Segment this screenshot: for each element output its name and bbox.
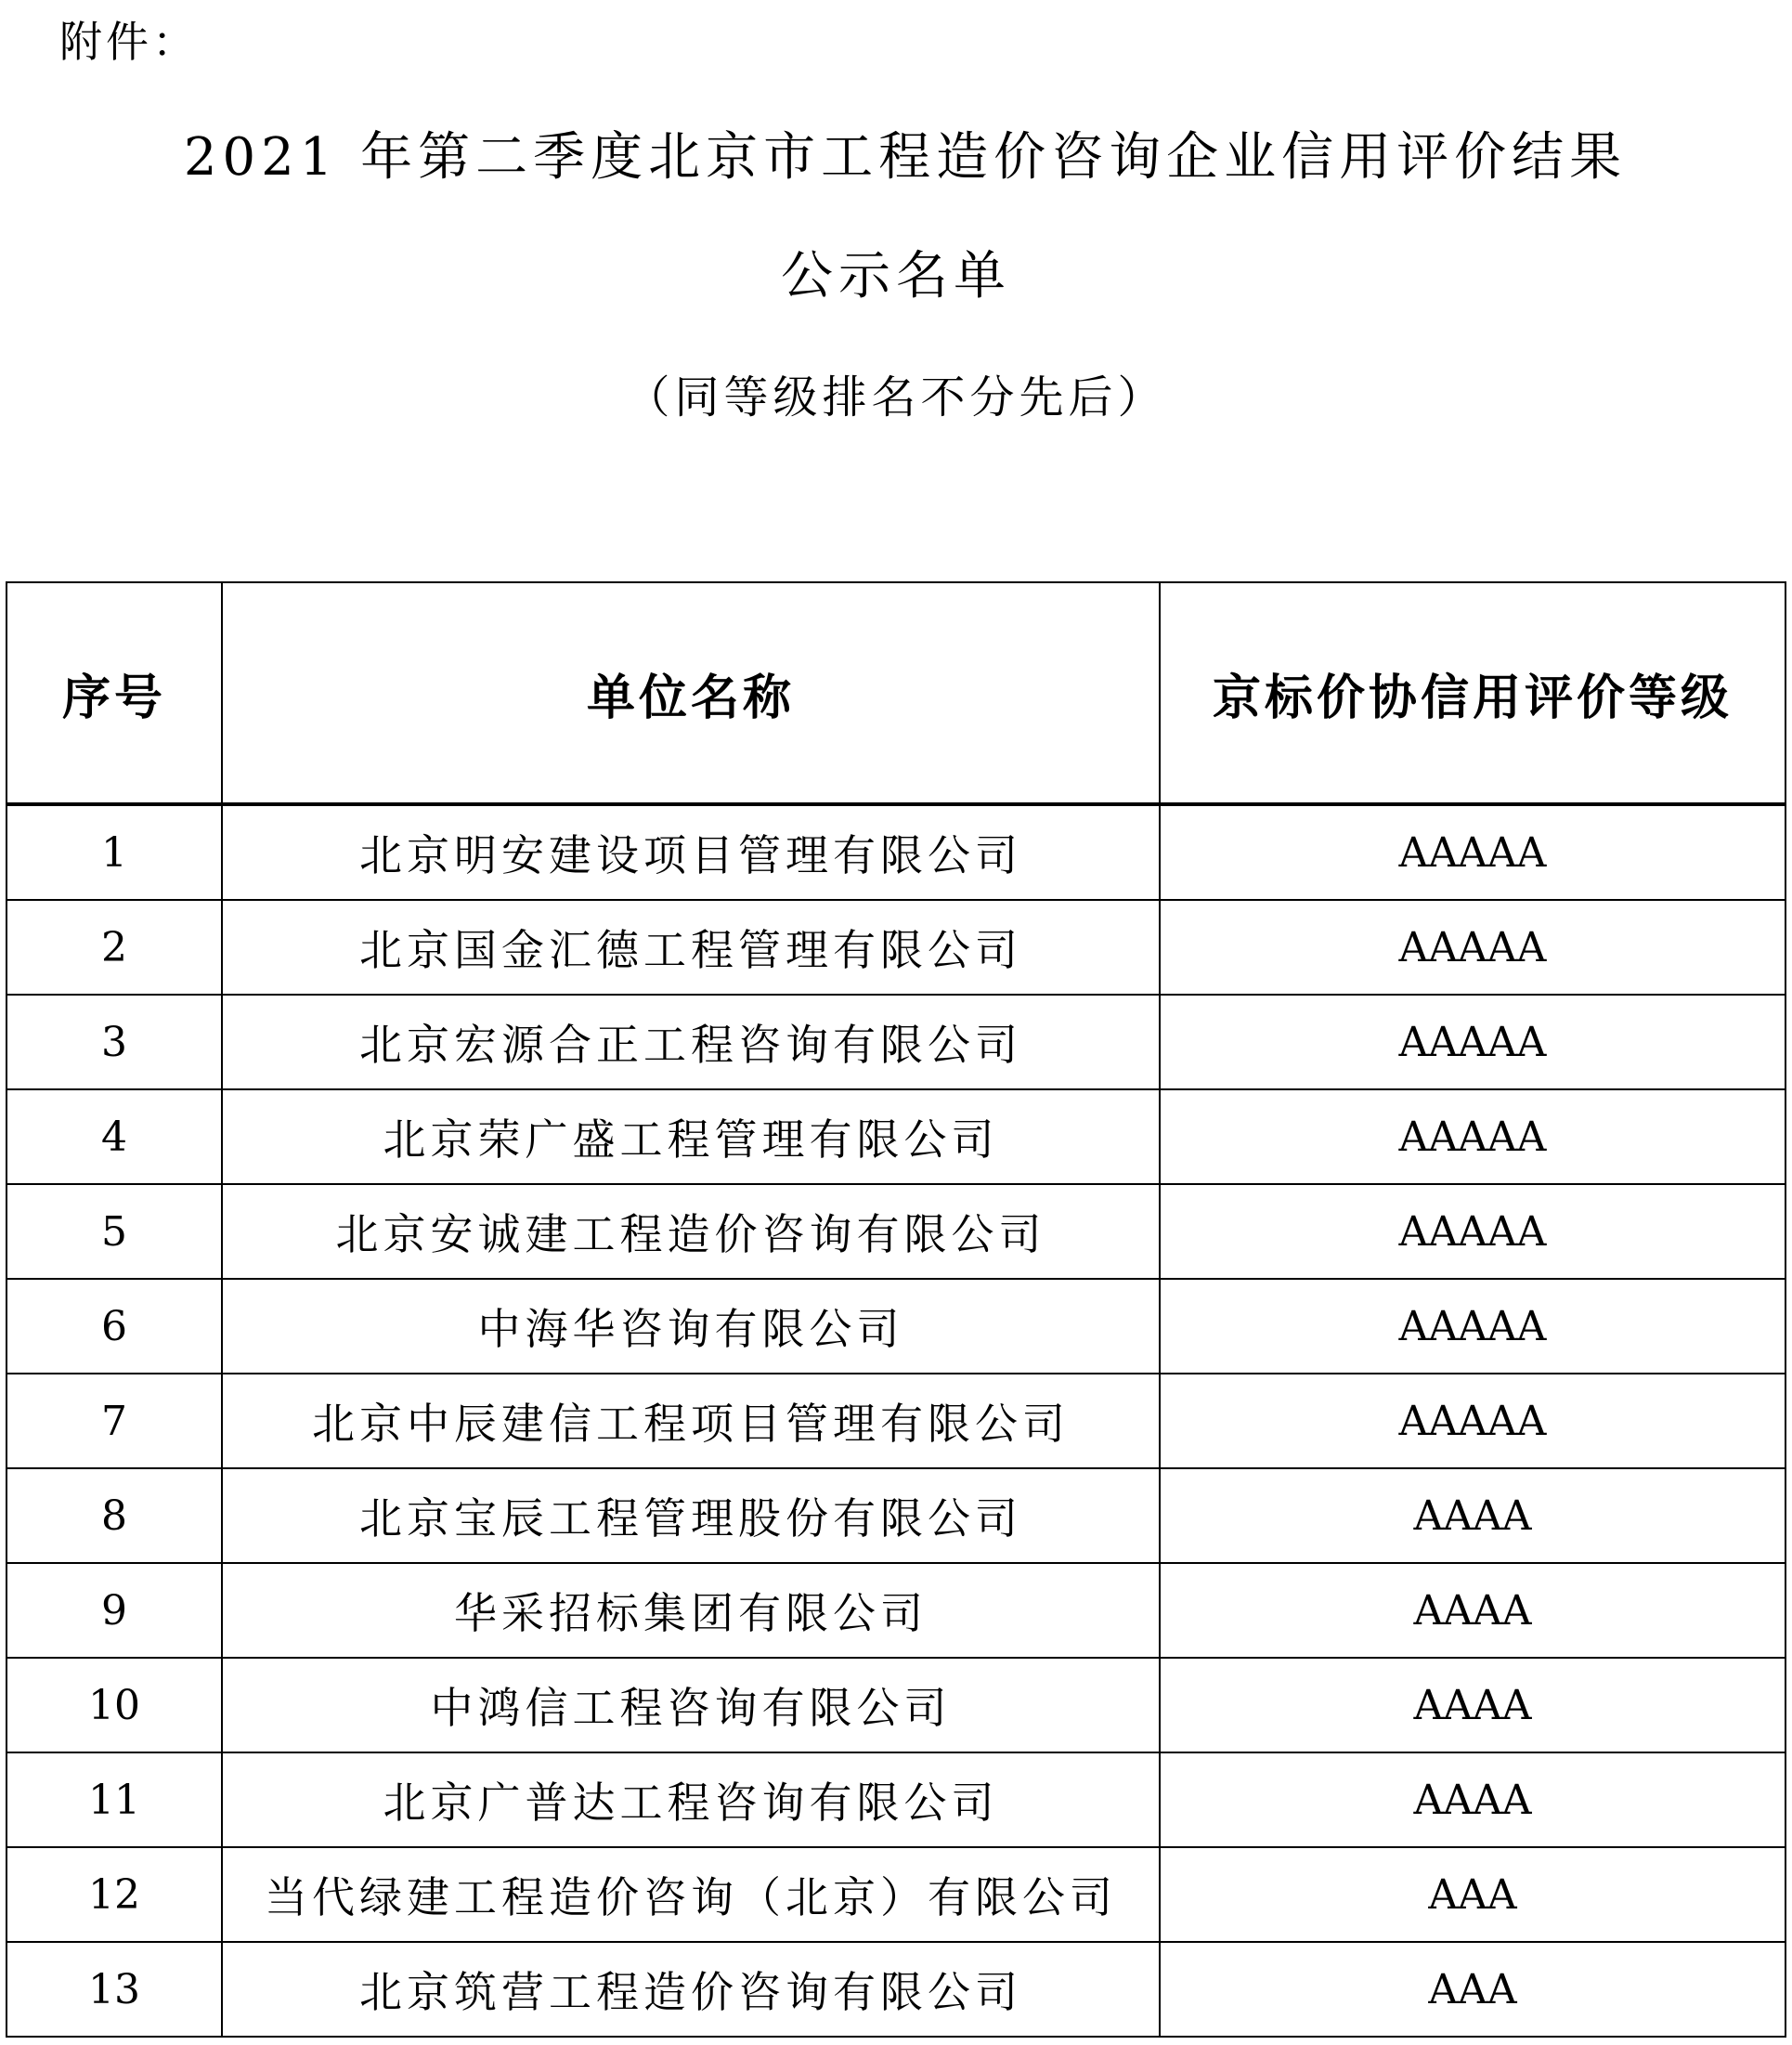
row-company-name: 北京宏源合正工程咨询有限公司	[222, 995, 1160, 1089]
row-company-name: 中海华咨询有限公司	[222, 1279, 1160, 1374]
row-company-name: 北京宝辰工程管理股份有限公司	[222, 1468, 1160, 1563]
table-row	[6, 1658, 1786, 1752]
row-seq: 12	[6, 1847, 222, 1942]
column-header-company-name: 单位名称	[222, 582, 1160, 804]
table-row	[6, 995, 1786, 1089]
table-row	[6, 1184, 1786, 1279]
table-row	[6, 1279, 1786, 1374]
row-company-name: 当代绿建工程造价咨询（北京）有限公司	[222, 1847, 1160, 1942]
table-row	[6, 1468, 1786, 1563]
row-seq: 11	[6, 1752, 222, 1847]
row-credit-grade: AAAAA	[1160, 804, 1786, 900]
table-row	[6, 900, 1786, 995]
row-credit-grade: AAAA	[1160, 1563, 1786, 1658]
row-company-name: 北京筑营工程造价咨询有限公司	[222, 1942, 1160, 2037]
table-row	[6, 804, 1786, 900]
row-credit-grade: AAA	[1160, 1942, 1786, 2037]
row-credit-grade: AAAAA	[1160, 1279, 1786, 1374]
row-seq: 9	[6, 1563, 222, 1658]
row-credit-grade: AAAAA	[1160, 1374, 1786, 1468]
row-seq: 1	[6, 804, 222, 900]
row-company-name: 北京国金汇德工程管理有限公司	[222, 900, 1160, 995]
document-title-line2: 公示名单	[781, 246, 1011, 306]
table-row	[6, 1089, 1786, 1184]
row-company-name: 中鸿信工程咨询有限公司	[222, 1658, 1160, 1752]
table-row	[6, 1374, 1786, 1468]
row-seq: 8	[6, 1468, 222, 1563]
attachment-label: 附件：	[59, 17, 199, 67]
table-row	[6, 1847, 1786, 1942]
row-company-name: 北京中辰建信工程项目管理有限公司	[222, 1374, 1160, 1468]
row-credit-grade: AAAA	[1160, 1752, 1786, 1847]
row-seq: 5	[6, 1184, 222, 1279]
table-row	[6, 1563, 1786, 1658]
row-company-name: 北京荣广盛工程管理有限公司	[222, 1089, 1160, 1184]
credit-rating-table	[6, 581, 1786, 2038]
table-row	[6, 1752, 1786, 1847]
row-company-name: 北京广普达工程咨询有限公司	[222, 1752, 1160, 1847]
row-seq: 13	[6, 1942, 222, 2037]
table-row	[6, 1942, 1786, 2037]
row-credit-grade: AAA	[1160, 1847, 1786, 1942]
row-company-name: 北京安诚建工程造价咨询有限公司	[222, 1184, 1160, 1279]
row-credit-grade: AAAA	[1160, 1468, 1786, 1563]
row-credit-grade: AAAA	[1160, 1658, 1786, 1752]
document-title: 2021 年第二季度北京市工程造价咨询企业信用评价结果	[183, 127, 1628, 188]
row-seq: 7	[6, 1374, 222, 1468]
row-seq: 3	[6, 995, 222, 1089]
row-seq: 10	[6, 1658, 222, 1752]
document-subtitle: （同等级排名不分先后）	[625, 371, 1167, 423]
column-header-credit-grade: 京标价协信用评价等级	[1160, 582, 1786, 804]
row-company-name: 华采招标集团有限公司	[222, 1563, 1160, 1658]
row-credit-grade: AAAAA	[1160, 1089, 1786, 1184]
row-credit-grade: AAAAA	[1160, 900, 1786, 995]
column-header-seq: 序号	[6, 582, 222, 804]
table-header-row	[6, 582, 1786, 804]
row-company-name: 北京明安建设项目管理有限公司	[222, 804, 1160, 900]
row-credit-grade: AAAAA	[1160, 995, 1786, 1089]
row-seq: 6	[6, 1279, 222, 1374]
row-credit-grade: AAAAA	[1160, 1184, 1786, 1279]
row-seq: 2	[6, 900, 222, 995]
row-seq: 4	[6, 1089, 222, 1184]
